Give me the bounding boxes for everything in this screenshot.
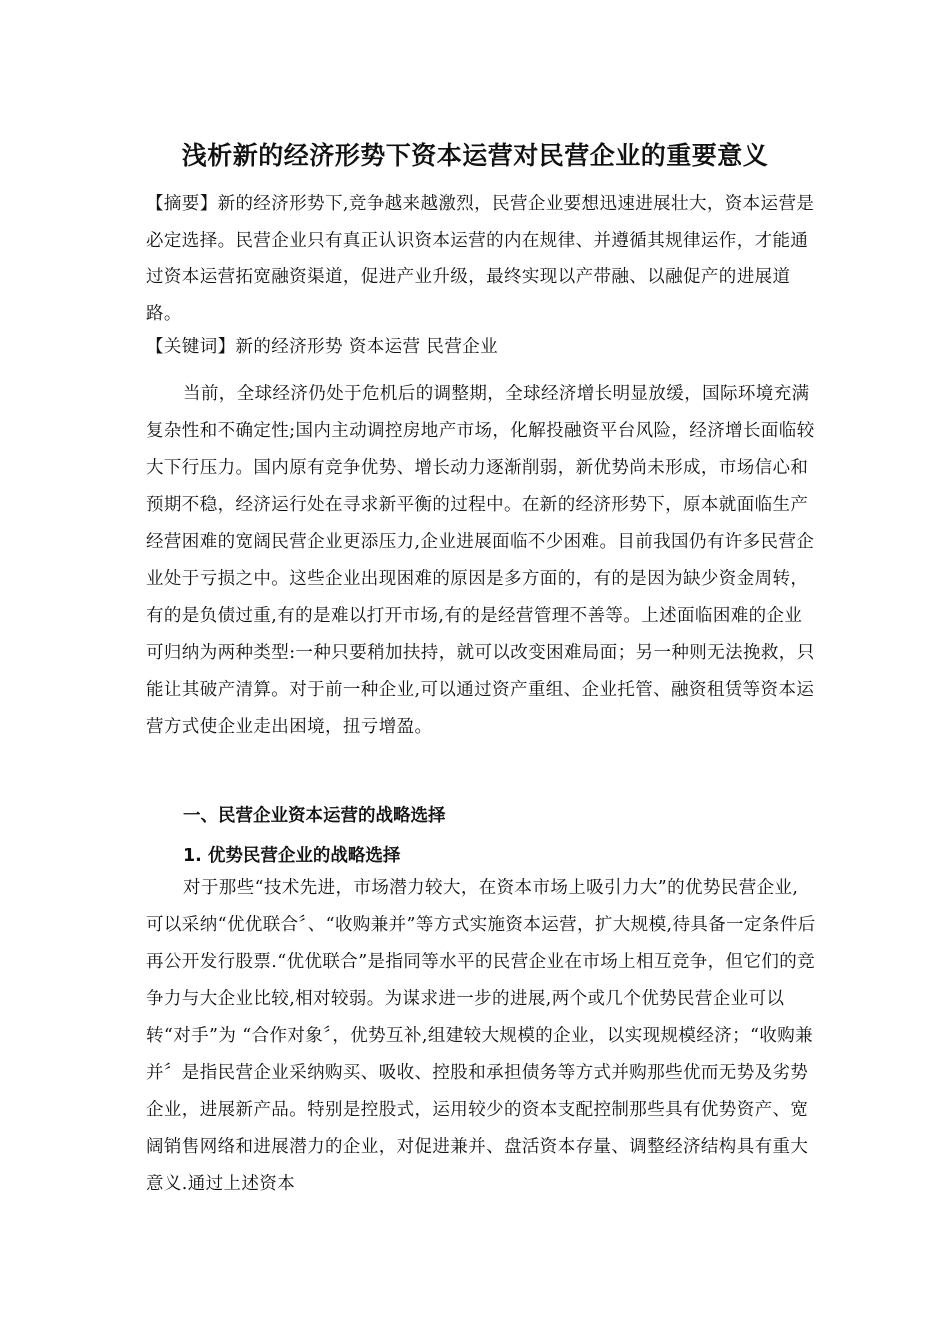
keywords-line: 【关键词】新的经济形势 资本运营 民营企业: [146, 337, 499, 357]
section-heading: 一、民营企业资本运营的战略选择: [183, 806, 446, 826]
abstract-paragraph: 【摘要】新的经济形势下,竞争越来越激烈，民营企业要想迅速进展壮大，资本运营是必定选择。民营企业只有真正认识资本运营的内在规律、并遵循其规律运作，才能通过资本运营拓宽融资渠道，促进产业升级，最终实现以产带融、以融促产的进展道路。: [146, 194, 815, 324]
intro-paragraph: 当前，全球经济仍处于危机后的调整期，全球经济增长明显放缓，国际环境充满复杂性和不确定性;国内主动调控房地产市场，化解投融资平台风险，经济增长面临较大下行压力。国内原有竞争优势、增长动力逐渐削弱，新优势尚未形成，市场信心和预期不稳，经济运行处在寻求新平衡的过程中。在新的经济形势下，原本就面临生产经营困难的宽阔民营企业更添压力,企业进展面临不少困难。目前我国仍有许多民营企业处于亏损之中。这些企业出现困难的原因是多方面的，有的是因为缺少资金周转，有的是负债过重,有的是难以打开市场,有的是经营管理不善等。上述面临困难的企业可归纳为两种类型:一种只要稍加扶持，就可以改变困难局面；另一种则无法挽救，只能让其破产清算。对于前一种企业,可以通过资产重组、企业托管、融资租赁等资本运营方式使企业走出困境，扭亏增盈。: [146, 384, 815, 737]
subsection-heading: 1. 优势民营企业的战略选择: [183, 846, 401, 866]
document-title: 浅析新的经济形势下资本运营对民营企业的重要意义: [181, 141, 769, 170]
body-paragraph: 对于那些“技术先进，市场潜力较大，在资本市场上吸引力大”的优势民营企业,可以采纳“优优联合〞、“收购兼并”等方式实施资本运营，扩大规模,待具备一定条件后再公开发行股票.“优优联合”是指同等水平的民营企业在市场上相互竞争，但它们的竞争力与大企业比较,相对较弱。为谋求进一步的进展,两个或几个优势民营企业可以转“对手”为 “合作对象〞，优势互补,组建较大规模的企业，以实现规模经济；“收购兼并〞是指民营企业采纳购买、吸收、控股和承担债务等方式并购那些优而无势及劣势企业，进展新产品。特别是控股式，运用较少的资本支配控制那些具有优势资产、宽阔销售网络和进展潜力的企业，对促进兼并、盘活资本存量、调整经济结构具有重大意义.通过上述资本: [146, 878, 816, 1194]
